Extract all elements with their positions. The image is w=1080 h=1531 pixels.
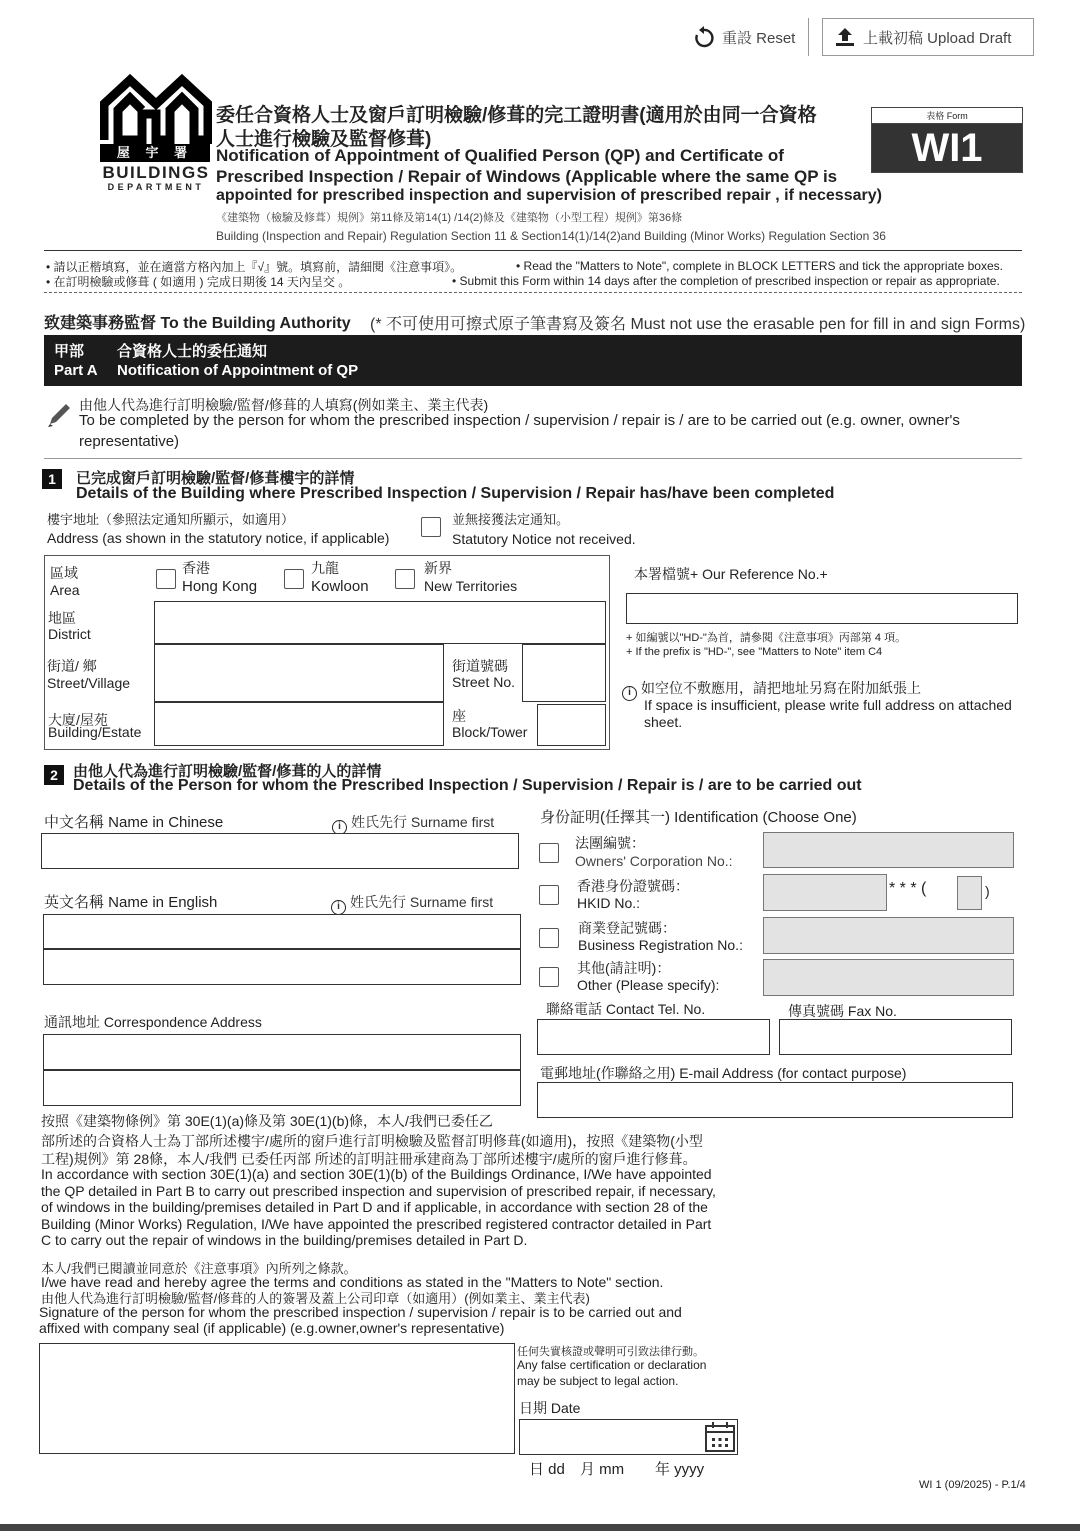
note-en-1: • Read the "Matters to Note", complete in BLOCK LETTERS and tick the appropriate boxes. (516, 259, 1003, 273)
identification-label: 身份証明(任擇其一) Identification (Choose One) (540, 809, 857, 826)
part-a-instruction-en-1: To be completed by the person for whom the prescribed inspection / supervision / repair is / are to be carried out (e.g. owner, owner's (79, 412, 960, 429)
form-label: 表格 Form (872, 108, 1022, 124)
hkid-mask: * * * ( (889, 880, 927, 897)
area-new-territories-cn: 新界 (424, 560, 452, 576)
reference-note-en: + If the prefix is "HD-", see "Matters to Note" item C4 (626, 646, 883, 658)
house-logo-icon (100, 74, 212, 144)
hkid-check-digit-input[interactable] (957, 876, 982, 910)
info-icon: i (622, 686, 637, 701)
part-a-instruction-en-2: representative) (79, 433, 180, 450)
area-new-territories-checkbox[interactable] (395, 569, 415, 589)
logo-cn-bar: 屋 宇 署 (100, 144, 210, 162)
address-label-en: Address (as shown in the statutory notice, if applicable) (47, 530, 390, 546)
title-en-1: Notification of Appointment of Qualified Person (QP) and Certificate of (216, 146, 784, 165)
owners-corporation-label-cn: 法團編號： (575, 835, 645, 851)
contact-tel-label: 聯絡電話 Contact Tel. No. (546, 1001, 706, 1017)
declaration-cn-2: 部所述的合資格人士為丁部所述樓宇/處所的窗戶進行訂明檢驗及監督訂明修葺(如適用)，按照《建築物(小型 (41, 1133, 703, 1149)
signature-label-cn: 由他人代為進行訂明檢驗/監督/修葺的人的簽署及蓋上公司印章（如適用）(例如業主、業主代表) (41, 1291, 590, 1306)
name-chinese-label: 中文名稱 Name in Chinese (44, 814, 224, 831)
date-label: 日期 Date (519, 1400, 581, 1416)
other-id-input[interactable] (763, 959, 1014, 996)
date-mm-label: 月 mm (580, 1461, 625, 1478)
owners-corporation-label-en: Owners' Corporation No.: (575, 853, 733, 869)
name-english-label: 英文名稱 Name in English (44, 894, 218, 911)
business-registration-checkbox[interactable] (539, 928, 559, 948)
part-a-header (44, 335, 1022, 386)
building-label-en: Building/Estate (48, 724, 142, 740)
part-a-rule (44, 458, 1022, 459)
note-cn-1: • 請以正楷填寫，並在適當方格內加上『√』號。填寫前，請細閱《注意事項》。 (46, 260, 463, 274)
part-a-label-en: Part A (54, 362, 98, 379)
upload-icon (833, 25, 857, 49)
form-code: WI1 (872, 124, 1022, 172)
street-no-label-cn: 街道號碼 (452, 658, 508, 674)
street-no-label-en: Street No. (452, 674, 516, 690)
agree-terms-cn: 本人/我們已閱讀並同意於《注意事項》內所列之條款。 (41, 1261, 357, 1276)
owners-corporation-input[interactable] (763, 832, 1014, 868)
section-2-title-cn: 由他人代為進行訂明檢驗/監督/修葺的人的詳情 (73, 763, 382, 780)
no-notice-label-en: Statutory Notice not received. (452, 531, 636, 547)
street-village-input[interactable] (154, 644, 444, 702)
false-declaration-en-2: may be subject to legal action. (517, 1374, 679, 1388)
reference-note-cn: + 如編號以"HD-"為首，請參閱《注意事項》丙部第 4 項。 (626, 632, 907, 644)
logo-en: BUILDINGS (102, 163, 210, 182)
declaration-en-1: In accordance with section 30E(1)(a) and section 30E(1)(b) of the Buildings Ordinance, I/We have appointed (41, 1166, 712, 1182)
section-1-number: 1 (42, 469, 62, 489)
declaration-cn-3: 工程)規例》第 28條，本人/我們 已委任丙部 所述的訂明註冊承建商為丁部所述樓宇/處所的窗戶進行修葺。 (41, 1151, 697, 1167)
date-yyyy-label: 年 yyyy (655, 1461, 705, 1478)
declaration-en-5: C to carry out the repair of windows in the building/premises detailed in Part D. (41, 1232, 528, 1248)
business-registration-input[interactable] (763, 917, 1014, 954)
hkid-input[interactable] (763, 874, 887, 911)
district-input[interactable] (154, 601, 606, 644)
business-registration-label-cn: 商業登記號碼： (578, 920, 676, 936)
title-en-3: appointed for prescribed inspection and supervision of prescribed repair , if necessary) (216, 187, 882, 204)
false-declaration-en-1: Any false certification or declaration (517, 1358, 707, 1372)
surname-first-hint-cn: i 姓氏先行 Surname first (332, 812, 494, 835)
hkid-label-en: HKID No.: (577, 895, 641, 911)
reference-no-input[interactable] (626, 593, 1018, 624)
to-building-authority: 致建築事務監督 To the Building Authority (44, 315, 351, 332)
building-label-cn: 大廈/屋苑 (48, 712, 108, 728)
area-hong-kong-cn: 香港 (182, 560, 210, 576)
buildings-department-logo (98, 74, 214, 194)
owners-corporation-checkbox[interactable] (539, 843, 559, 863)
title-cn-2: 人士進行檢驗及監督修葺) (216, 129, 432, 150)
reset-label: 重設 Reset (722, 29, 796, 47)
other-id-checkbox[interactable] (539, 967, 559, 987)
hkid-checkbox[interactable] (539, 885, 559, 905)
signature-label-en-1: Signature of the person for whom the prescribed inspection / supervision / repair is to be carried out and (39, 1304, 682, 1320)
part-a-title-cn: 合資格人士的委任通知 (117, 343, 268, 360)
email-input[interactable] (537, 1082, 1013, 1118)
insufficient-space-cn: i 如空位不敷應用，請把地址另寫在附加紙張上 (622, 678, 921, 701)
part-a-title-en: Notification of Appointment of QP (117, 362, 359, 379)
no-notice-label-cn: 並無接獲法定通知。 (452, 512, 570, 527)
reference-no-label: 本署檔號+ Our Reference No.+ (634, 566, 828, 582)
signature-box[interactable] (39, 1343, 515, 1454)
area-kowloon-cn: 九龍 (311, 560, 339, 576)
false-declaration-cn: 任何失實核證或聲明可引致法律行動。 (517, 1346, 704, 1358)
declaration-en-3: of windows in the building/premises detailed in Part D and if applicable, in accordance with section 28 of the (41, 1199, 708, 1215)
insufficient-space-en-2: sheet. (644, 714, 683, 730)
correspondence-address-input-2[interactable] (43, 1070, 521, 1106)
title-en-2: Prescribed Inspection / Repair of Windows (Applicable where the same QP is (216, 167, 838, 186)
section-2-number: 2 (44, 765, 64, 785)
street-label-cn: 街道/ 鄉 (47, 658, 97, 674)
regulation-cn: 《建築物（檢驗及修葺）規例》第11條及第14(1) /14(2)條及《建築物（小型工程）規例》第36條 (216, 212, 683, 224)
area-hong-kong-checkbox[interactable] (156, 569, 176, 589)
contact-tel-input[interactable] (537, 1019, 770, 1055)
email-label: 電郵地址(作聯絡之用) E-mail Address (for contact purpose) (540, 1065, 907, 1081)
hkid-close: ) (985, 883, 990, 899)
info-icon: i (332, 820, 347, 835)
name-english-input-2[interactable] (43, 949, 521, 985)
address-label-cn: 樓宇地址（參照法定通知所顯示，如適用） (47, 512, 295, 527)
correspondence-address-input-1[interactable] (43, 1034, 521, 1070)
title-cn-1: 委任合資格人士及窗戶訂明檢驗/修葺的完工證明書(適用於由同一合資格 (216, 105, 817, 126)
notes-top-rule (44, 250, 1022, 251)
block-tower-input[interactable] (537, 704, 606, 746)
other-id-label-cn: 其他(請註明)： (577, 960, 671, 976)
date-dd-label: 日 dd (529, 1461, 565, 1478)
part-a-instruction-cn: 由他人代為進行訂明檢驗/監督/修葺的人填寫(例如業主、業主代表) (79, 397, 489, 413)
correspondence-address-label: 通訊地址 Correspondence Address (44, 1014, 262, 1030)
fax-input[interactable] (779, 1019, 1012, 1055)
name-english-input-1[interactable] (43, 914, 521, 949)
street-label-en: Street/Village (47, 675, 131, 691)
declaration-en-4: Building (Minor Works) Regulation, I/We have appointed the prescribed registered contractor detailed in Part (41, 1216, 712, 1232)
reset-icon (692, 25, 716, 49)
erasable-pen-note: (* 不可使用可擦式原子筆書寫及簽名 Must not use the erasable pen for fill in and sign Forms) (370, 316, 1026, 333)
section-2-title-en: Details of the Person for whom the Prescribed Inspection / Supervision / Repair is / are to be carried out (73, 777, 862, 794)
street-no-input[interactable] (522, 644, 606, 702)
fax-label: 傳真號碼 Fax No. (788, 1003, 897, 1019)
district-label-cn: 地區 (48, 610, 76, 626)
bottom-bar (0, 1524, 1080, 1531)
area-kowloon-checkbox[interactable] (284, 569, 304, 589)
part-a-label-cn: 甲部 (54, 343, 85, 360)
area-new-territories-en: New Territories (424, 578, 518, 594)
toolbar-divider (808, 18, 809, 56)
area-label-cn: 區域 (50, 565, 78, 581)
surname-first-hint-en: i 姓氏先行 Surname first (331, 892, 493, 915)
building-estate-input[interactable] (154, 702, 444, 746)
upload-label: 上載初稿 Upload Draft (863, 29, 1012, 47)
section-1-title-cn: 已完成窗戶訂明檢驗/監督/修葺樓宇的詳情 (76, 470, 355, 487)
declaration-cn-1: 按照《建築物條例》第 30E(1)(a)條及第 30E(1)(b)條，本人/我們已委任乙 (41, 1113, 493, 1129)
declaration-en-2: the QP detailed in Part B to carry out prescribed inspection and supervision of prescribed repair, if necessary, (41, 1183, 716, 1199)
agree-terms-en: I/we have read and hereby agree the terms and conditions as stated in the "Matters to Note" section. (41, 1274, 664, 1290)
section-1-title-en: Details of the Building where Prescribed Inspection / Supervision / Repair has/have been completed (76, 485, 835, 502)
no-notice-checkbox[interactable] (421, 517, 441, 537)
hkid-label-cn: 香港身份證號碼： (577, 878, 689, 894)
form-version-footer: WI 1 (09/2025) - P.1/4 (919, 1479, 1026, 1491)
info-icon: i (331, 900, 346, 915)
area-label-en: Area (50, 582, 80, 598)
note-cn-2: • 在訂明檢驗或修葺 ( 如適用 ) 完成日期後 14 天內呈交 。 (46, 275, 351, 289)
note-en-2: • Submit this Form within 14 days after the completion of prescribed inspection or repair as appropriate. (452, 274, 1000, 288)
block-label-cn: 座 (452, 708, 466, 724)
other-id-label-en: Other (Please specify): (577, 977, 720, 993)
district-label-en: District (48, 626, 91, 642)
upload-draft-button[interactable] (822, 18, 1034, 56)
regulation-en: Building (Inspection and Repair) Regulation Section 11 & Section14(1)/14(2)and Building (Minor Works) Regulation Section 36 (216, 229, 886, 243)
area-kowloon-en: Kowloon (311, 578, 369, 595)
name-chinese-input[interactable] (41, 833, 519, 869)
area-hong-kong-en: Hong Kong (182, 578, 258, 595)
insufficient-space-en-1: If space is insufficient, please write full address on attached (644, 697, 1012, 713)
logo-sub: DEPARTMENT (107, 182, 205, 192)
calendar-icon[interactable] (704, 1421, 736, 1453)
signature-label-en-2: affixed with company seal (if applicable) (e.g.owner,owner's representative) (39, 1320, 505, 1336)
pencil-icon (44, 400, 74, 430)
block-label-en: Block/Tower (452, 724, 528, 740)
reset-button[interactable] (692, 22, 804, 52)
form-code-box (871, 107, 1023, 173)
business-registration-label-en: Business Registration No.: (578, 937, 743, 953)
notes-bottom-rule (44, 292, 1022, 293)
